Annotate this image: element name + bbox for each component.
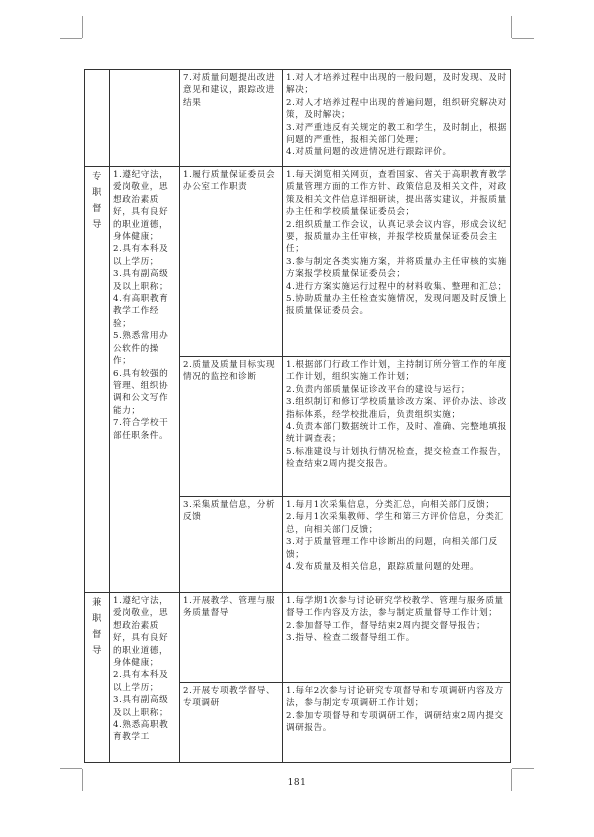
task-item: 1.每天浏览相关网页，查看国家、省关于高职教育教学质量管理方面的工作方针、政策信息及相关文件，对政策及相关文件信息详细研读，提出落实建议，并报质量办主任和学校质量保证委员会； <box>286 170 507 218</box>
requirement-item: 2.具有本科及以上学历； <box>113 670 169 693</box>
tasks-cell <box>283 70 511 167</box>
task-item: 2.参加督导工作，督导结束2周内提交督导报告； <box>286 620 486 631</box>
requirement-item: 4.有高职教育教学工作经验； <box>113 294 169 329</box>
requirement-item: 3.具有副高级及以上职称； <box>113 269 169 292</box>
crop-mark-tr-v <box>511 16 512 38</box>
task-item: 1.每学期1次参与讨论研究学校教学、管理与服务质量督导工作内容及方法，参与制定质量督导工作计划； <box>286 596 504 619</box>
tasks-cell <box>283 167 511 357</box>
role-cell <box>85 167 110 593</box>
role-cell <box>85 593 110 763</box>
task-item: 1.根据部门行政工作计划，主持制订所分管工作的年度工作计划，组织实施工作计划； <box>286 360 507 383</box>
table-row <box>85 593 511 683</box>
requirement-item: 1.遵纪守法，爱岗敬业，思想政治素质好，具有良好的职业道德，身体健康； <box>113 596 169 669</box>
duty-table <box>84 69 511 763</box>
requirement-item: 3.具有副高级及以上职称； <box>113 695 169 718</box>
task-item: 4.负责本部门数据统计工作，及时、准确、完整地填报统计调查表； <box>286 422 507 445</box>
task-item: 5.标准建设与计划执行情况检查，提交检查工作报告，检查结束2周内提交报告。 <box>286 446 507 470</box>
tasks-cell <box>283 683 511 763</box>
requirement-item: 4.熟悉高职教育教学工 <box>113 720 169 743</box>
tasks-cell <box>283 593 511 683</box>
role-label: 专职督导 <box>92 171 102 230</box>
role-label: 兼职督导 <box>92 597 102 656</box>
requirement-item: 7.符合学校干部任职条件。 <box>113 418 169 441</box>
table-row <box>85 167 511 357</box>
task-item: 2.组织质量工作会议，认真记录会议内容，形成会议纪要，报质量办主任审核，并报学校质量保证委员会主任； <box>286 219 507 255</box>
duty-cell: 2.质量及质量目标实现情况的监控和诊断 <box>180 357 283 497</box>
requirement-item: 6.具有较强的管理、组织协调和公文写作能力； <box>113 368 169 416</box>
role-cell-continued <box>85 70 110 167</box>
task-item: 2.每月1次采集教师、学生和第三方评价信息，分类汇总，向相关部门反馈； <box>286 512 504 535</box>
task-item: 5.协助质量办主任检查实施情况，发现问题及时反馈上报质量保证委员会。 <box>286 294 507 317</box>
duty-cell: 7.对质量问题提出改进意见和建议，跟踪改进结果 <box>180 70 283 167</box>
duty-cell: 2.开展专项教学督导、专项调研 <box>180 683 283 763</box>
crop-mark-tr-h <box>512 38 534 39</box>
requirement-item: 5.熟悉常用办公软件的操作； <box>113 331 169 367</box>
task-item: 1.每月1次采集信息，分类汇总，向相关部门反馈； <box>286 500 495 510</box>
tasks-cell <box>283 497 511 593</box>
requirements-cell <box>110 593 180 763</box>
task-item: 2.参加专项督导和专项调研工作，调研结束2周内提交调研报告。 <box>286 710 504 734</box>
requirement-item: 2.具有本科及以上学历； <box>113 244 169 267</box>
requirement-item: 1.遵纪守法，爱岗敬业，思想政治素质好，具有良好的职业道德，身体健康； <box>113 170 169 243</box>
task-item: 3.参与制定各类实施方案，并将质量办主任审核的实施方案报学校质量保证委员会； <box>286 256 507 280</box>
crop-mark-tl-h <box>60 38 82 39</box>
crop-mark-tl-v <box>82 16 83 38</box>
task-item: 2.负责内部质量保证诊改平台的建设与运行； <box>286 384 471 395</box>
crop-mark-br-h <box>512 768 534 769</box>
task-item: 2.对人才培养过程中出现的普遍问题，组织研究解决对策，及时解决； <box>286 97 507 121</box>
task-item: 4.发布质量及相关信息，跟踪质量问题的处理。 <box>286 562 480 573</box>
task-item: 3.组织制订和修订学校质量诊改方案、评价办法、诊改指标体系，经学校批准后，负责组织实施； <box>286 397 507 420</box>
crop-mark-bl-h <box>60 768 82 769</box>
duty-cell: 1.开展教学、管理与服务质量督导 <box>180 593 283 683</box>
requirements-cell-continued <box>110 70 180 167</box>
requirements-cell <box>110 167 180 593</box>
table-row <box>85 70 511 167</box>
task-item: 4.对质量问题的改进情况进行跟踪评价。 <box>286 147 452 158</box>
task-item: 1.对人才培养过程中出现的一般问题，及时发现、及时解决； <box>286 73 507 96</box>
task-item: 3.指导、检查二级督导组工作。 <box>286 633 415 644</box>
task-item: 3.对于质量管理工作中诊断出的问题，向相关部门反馈； <box>286 537 498 560</box>
task-item: 3.对严重违反有关规定的教工和学生，及时制止，根据问题的严重性，报相关部门处理； <box>286 122 507 146</box>
page-number: 181 <box>287 778 307 788</box>
task-item: 4.进行方案实施运行过程中的材料收集、整理和汇总； <box>286 281 507 292</box>
task-item: 1.每年2次参与讨论研究专项督导和专项调研内容及方法，参与制定专项调研工作计划； <box>286 686 504 709</box>
duty-cell: 3.采集质量信息，分析反馈 <box>180 497 283 593</box>
duty-cell: 1.履行质量保证委员会办公室工作职责 <box>180 167 283 357</box>
tasks-cell <box>283 357 511 497</box>
